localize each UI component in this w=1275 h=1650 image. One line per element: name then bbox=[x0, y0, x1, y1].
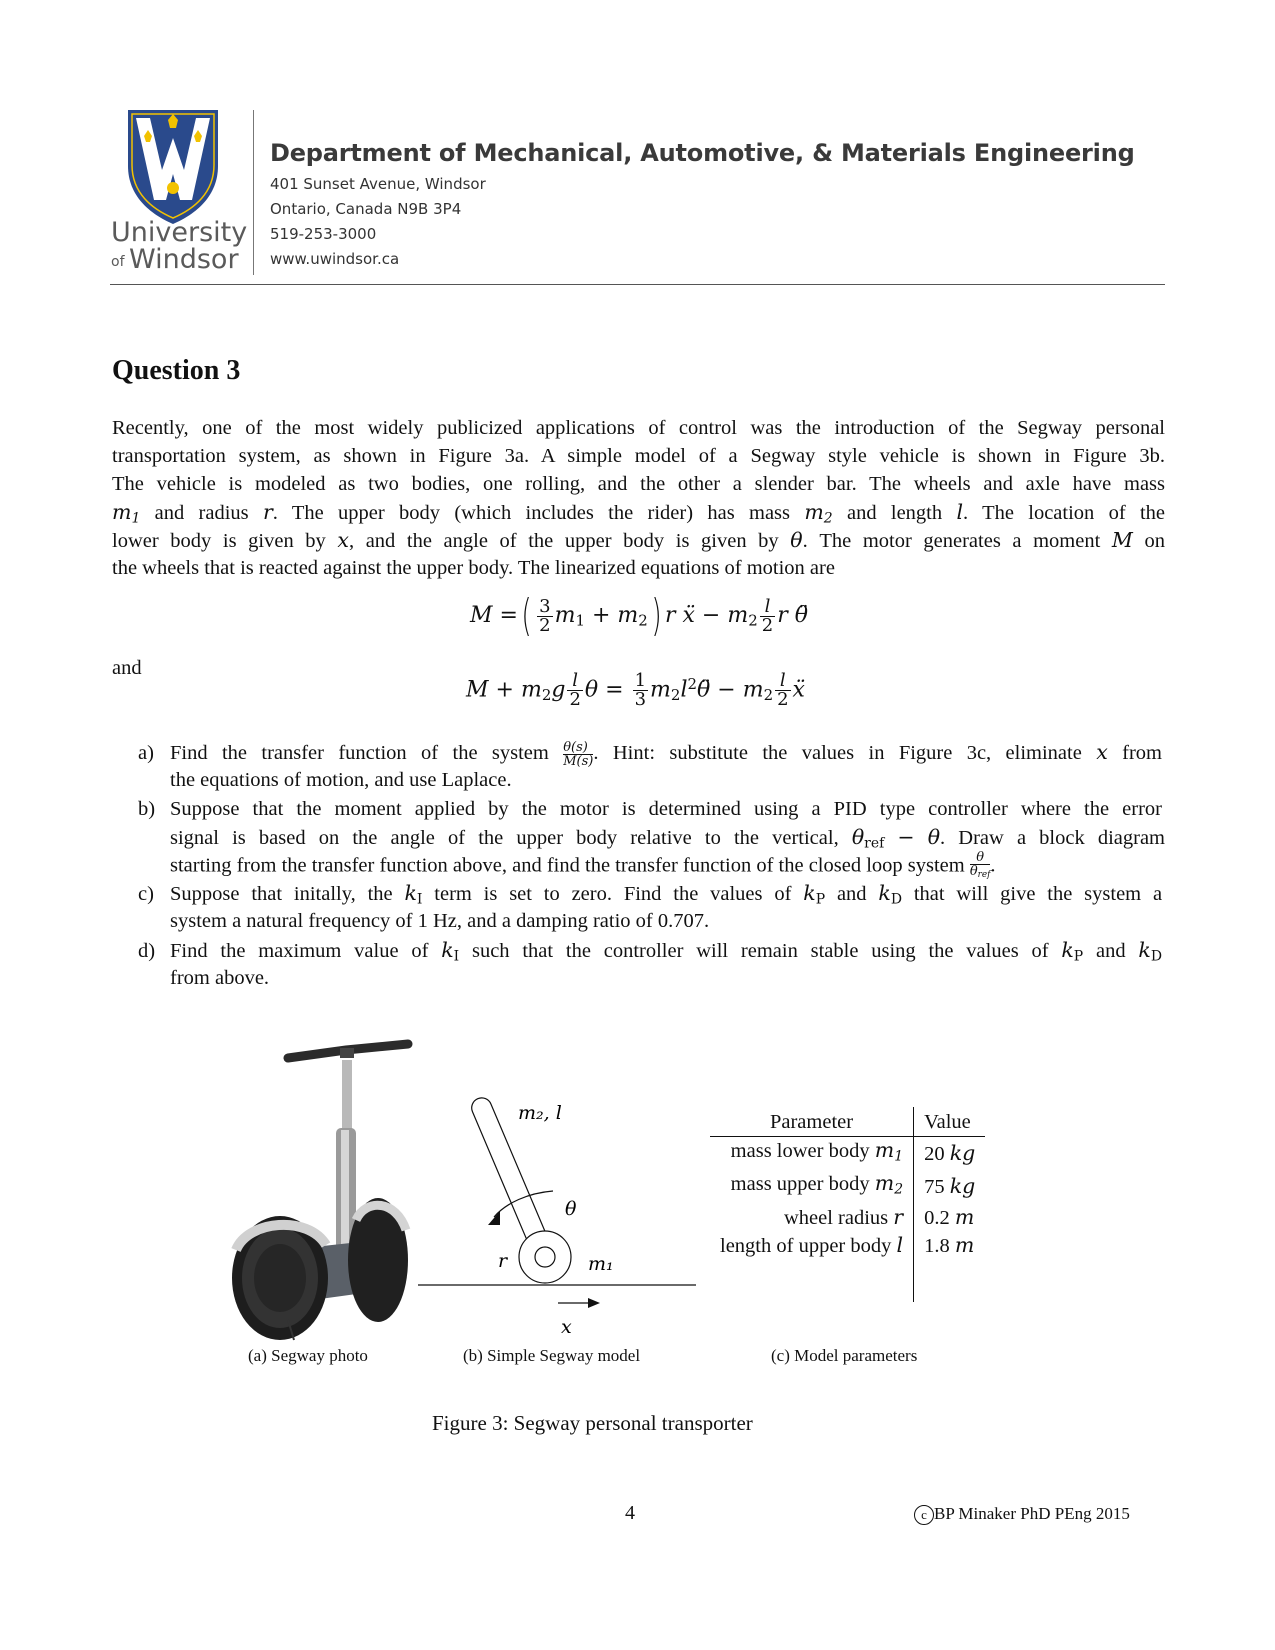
caption-c: (c) Model parameters bbox=[771, 1346, 918, 1365]
paragraph-line-4: $m_1$ and radius r. The upper body (which includes the rider) has mass $m_2$ and length l. The location of the bbox=[112, 500, 1166, 527]
copyright-icon: c bbox=[914, 1505, 934, 1525]
header-rule bbox=[110, 284, 1165, 285]
caption-b: (b) Simple Segway model bbox=[463, 1346, 641, 1365]
header-divider bbox=[253, 110, 254, 275]
list-item-d: d) Find the maximum value of $k_I$ such that the controller will remain stable using the values of $k_P$ and $k_D$ bbox=[138, 938, 1162, 965]
question-title: Question 3 bbox=[112, 355, 241, 386]
paragraph-line-3: The vehicle is modeled as two bodies, one rolling, and the other a slender bar. The wheels and axle have mass bbox=[112, 473, 1165, 495]
table-row: wheel radius r 0.2 m bbox=[710, 1204, 985, 1232]
list-item-c: c) Suppose that initally, the $k_I$ term is set to zero. Find the values of $k_P$ and $k_D$ that will give the system a bbox=[138, 881, 1163, 908]
paragraph-line-6: the wheels that is reacted against the upper body. The linearized equations of motion are bbox=[112, 557, 835, 579]
logo-university-text: University bbox=[111, 217, 248, 248]
copyright-text: BP Minaker PhD PEng 2015 bbox=[934, 1504, 1130, 1523]
axle-circle bbox=[535, 1247, 555, 1267]
table-row: length of upper body l 1.8 m bbox=[710, 1232, 985, 1260]
list-item-c-cont: system a natural frequency of 1 Hz, and a damping ratio of 0.707. bbox=[170, 910, 710, 932]
table-row: mass upper body $m_2$ 75 kg bbox=[710, 1170, 985, 1203]
department-name: Department of Mechanical, Automotive, & Materials Engineering bbox=[270, 139, 1135, 167]
list-item-b-line-2: signal is based on the angle of the upper body relative to the vertical, $\theta_{ref} - \theta$. Draw a block diagram bbox=[170, 825, 1165, 852]
website-link[interactable]: www.uwindsor.ca bbox=[270, 250, 400, 268]
equation-1: M =( $\frac{3}{2}$ $m_1 + m_2$) r ẍ − $m_2$ $\frac{l}{2}$ r θ̈ bbox=[470, 590, 808, 641]
table-row: mass lower body $m_1$ 20 kg bbox=[710, 1137, 985, 1171]
segway-model-diagram bbox=[418, 1085, 700, 1338]
header-value: Value bbox=[914, 1107, 986, 1137]
list-item-b: b) Suppose that the moment applied by the motor is determined using a PID type controller where the error bbox=[138, 798, 1162, 820]
header-parameter: Parameter bbox=[710, 1107, 914, 1137]
copyright-notice bbox=[914, 1504, 1130, 1525]
paragraph-line-5: lower body is given by x, and the angle of the upper body is given by θ. The motor generates a moment M on bbox=[112, 528, 1166, 552]
equation-2: $M + m_2g$ $\frac{l}{2}$ θ = $\frac{1}{3}$ $m_2l^2\thetä - m_2$ $\frac{l}{2}$ ẍ bbox=[466, 670, 805, 710]
address-line-2: Ontario, Canada N9B 3P4 bbox=[270, 200, 462, 218]
page-number: 4 bbox=[625, 1502, 635, 1524]
phone-number: 519-253-3000 bbox=[270, 225, 377, 243]
label-m2-l: m₂, l bbox=[518, 1102, 562, 1124]
list-item-a-cont: the equations of motion, and use Laplace. bbox=[170, 769, 512, 791]
list-item-d-cont: from above. bbox=[170, 967, 270, 989]
label-theta: θ bbox=[565, 1198, 577, 1220]
university-of-windsor-logo bbox=[110, 108, 250, 280]
figure-caption: Figure 3: Segway personal transporter bbox=[432, 1411, 753, 1435]
logo-of-text: of bbox=[111, 254, 125, 270]
paragraph-line-2: transportation system, as shown in Figure 3a. A simple model of a Segway style vehicle is shown in Figure 3b. bbox=[112, 445, 1165, 467]
label-x: x bbox=[561, 1316, 572, 1338]
paragraph-line-1: Recently, one of the most widely publicized applications of control was the introduction of the Segway personal bbox=[112, 417, 1165, 439]
label-r: r bbox=[498, 1250, 508, 1272]
list-item-a: a) Find the transfer function of the system $\frac{\theta(s)}{M(s)}$. Hint: substitute the values in Figure 3c, eliminate x from bbox=[138, 739, 1163, 769]
label-m1: m₁ bbox=[588, 1253, 614, 1275]
and-word: and bbox=[112, 657, 142, 679]
caption-a: (a) Segway photo bbox=[248, 1346, 368, 1365]
table-header-row bbox=[710, 1107, 985, 1137]
logo-windsor-text: Windsor bbox=[129, 244, 239, 275]
model-parameters-table bbox=[710, 1107, 985, 1302]
list-item-b-line-3: starting from the transfer function above, and find the transfer function of the closed loop system $\frac{\theta}{\theta_{ref}}$. bbox=[170, 850, 996, 881]
segway-photo bbox=[228, 1040, 413, 1345]
address-line-1: 401 Sunset Avenue, Windsor bbox=[270, 175, 486, 193]
